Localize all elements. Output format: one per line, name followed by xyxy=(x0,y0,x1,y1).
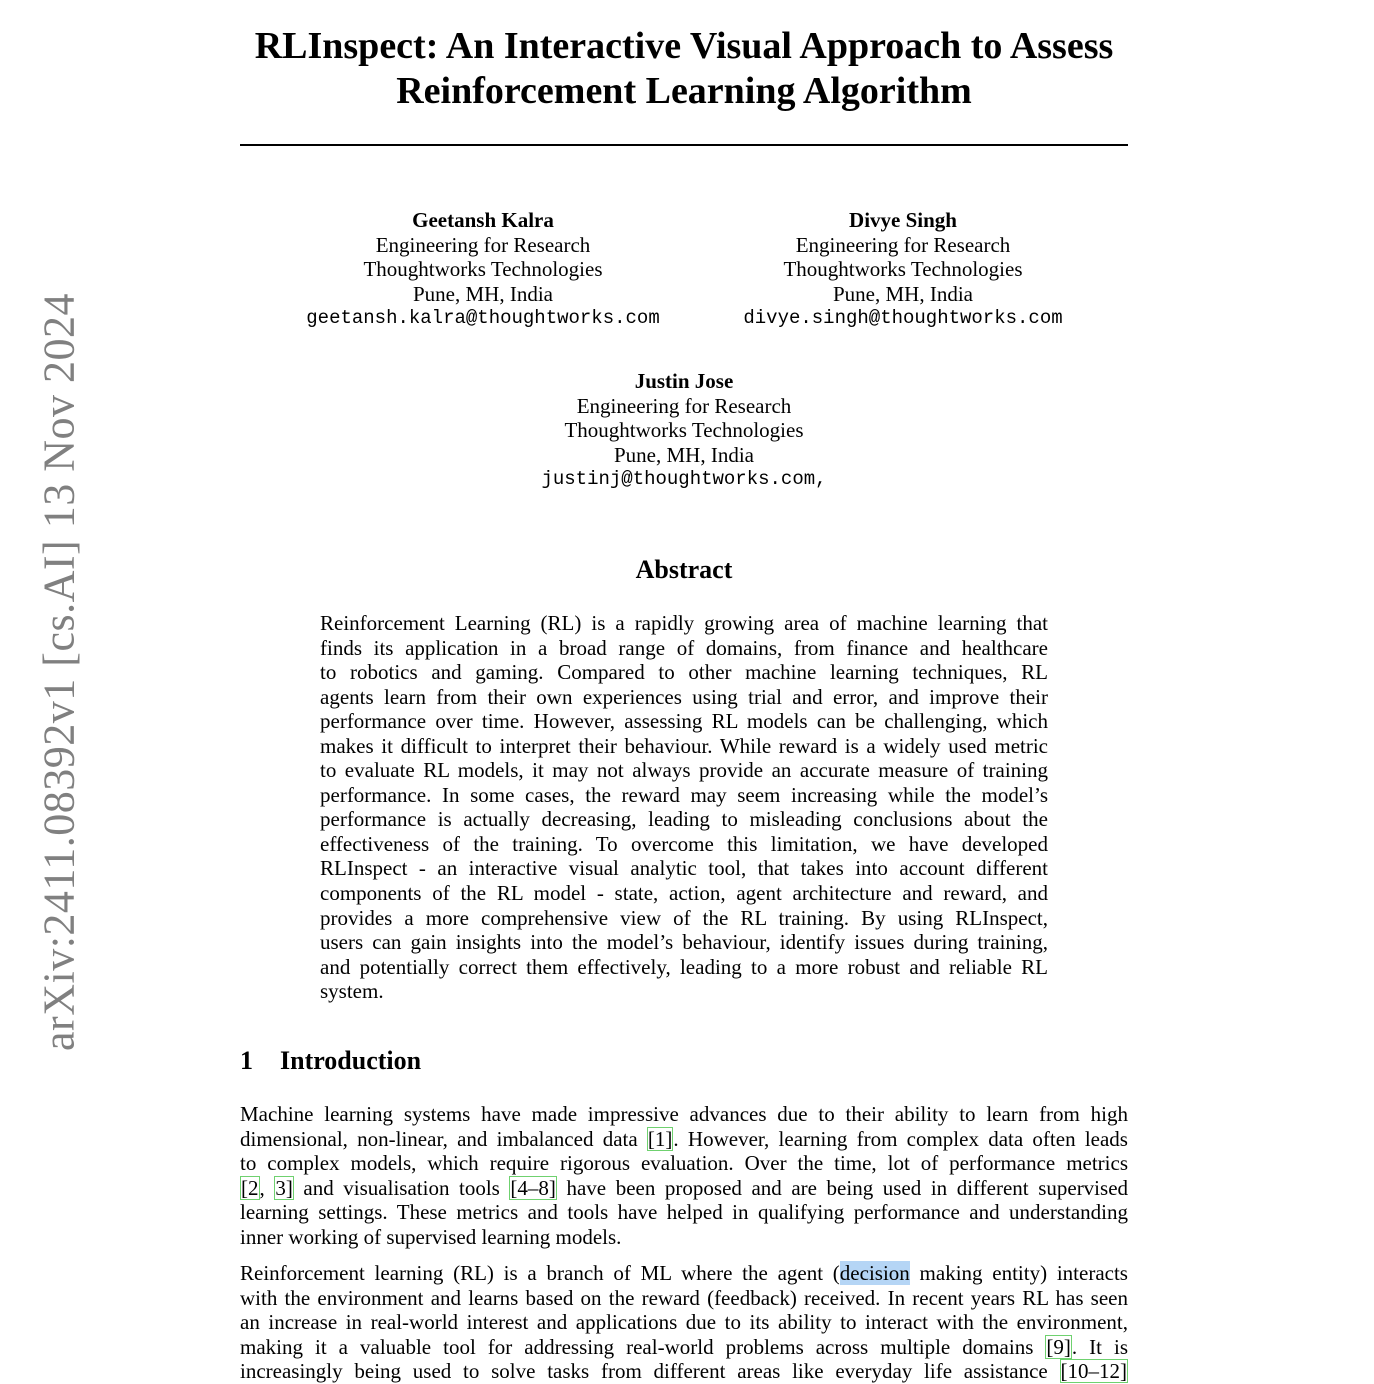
paragraph-line: an increase in real-world interest and applications due to its ability to interact with the environment, xyxy=(240,1310,1128,1335)
author-name: Divye Singh xyxy=(849,208,957,232)
abstract-line: finds its application in a broad range of domains, from finance and healthcare xyxy=(320,635,1048,660)
author-dept: Engineering for Research xyxy=(795,232,1011,257)
author-org: Thoughtworks Technologies xyxy=(783,257,1023,282)
author-name: Justin Jose xyxy=(634,369,734,393)
abstract-line: agents learn from their own experiences using trial and error, and improve their xyxy=(320,684,1048,709)
abstract-line: effectiveness of the training. To overcome this limitation, we have developed xyxy=(320,831,1048,856)
text-run: dimensional, non-linear, and imbalanced data xyxy=(240,1126,647,1151)
citation-link-1[interactable]: [1] xyxy=(647,1126,673,1151)
paragraph-line xyxy=(240,1176,1128,1201)
citation-link-3[interactable]: 3] xyxy=(275,1175,293,1200)
abstract-line: performance is actually decreasing, leading to misleading conclusions about the xyxy=(320,807,1048,832)
citation-link-10-12[interactable]: [10–12] xyxy=(1060,1359,1127,1384)
abstract-line: system. xyxy=(320,979,384,1004)
text-run: and visualisation tools xyxy=(293,1175,510,1200)
paragraph-line: Machine learning systems have made impressive advances due to their ability to learn from high xyxy=(240,1102,1128,1126)
paragraph-line: inner working of supervised learning models. xyxy=(240,1224,622,1249)
title-line-2: Reinforcement Learning Algorithm xyxy=(396,70,972,112)
author-email[interactable]: justinj@thoughtworks.com, xyxy=(541,468,827,491)
text-run: making it a valuable tool for addressing real-world problems across multiple domains xyxy=(240,1334,1046,1359)
abstract-line: users can gain insights into the model’s behaviour, identify issues during training, xyxy=(320,930,1048,955)
author-org: Thoughtworks Technologies xyxy=(363,257,603,282)
selected-text[interactable]: decision xyxy=(839,1261,910,1285)
section-number: 1 xyxy=(240,1046,253,1075)
author-location: Pune, MH, India xyxy=(413,281,553,306)
text-run: increasingly being used to solve tasks from different areas like everyday life assistance xyxy=(240,1359,1060,1384)
paragraph-line: to complex models, which require rigorous evaluation. Over the time, lot of performance metrics xyxy=(240,1151,1128,1176)
abstract-line: to robotics and gaming. Compared to other machine learning techniques, RL xyxy=(320,660,1048,685)
intro-paragraph-2 xyxy=(240,1261,1128,1384)
text-run: . However, learning from complex data often leads xyxy=(673,1126,1128,1151)
section-heading-introduction xyxy=(240,1045,421,1077)
text-run: . It is xyxy=(1071,1334,1129,1359)
text-run: have been proposed and are being used in different supervised xyxy=(556,1175,1129,1200)
abstract-line: and potentially correct them effectively, leading to a more robust and reliable RL xyxy=(320,954,1048,979)
abstract-line: to evaluate RL models, it may not always provide an accurate measure of training xyxy=(320,758,1048,783)
paragraph-line xyxy=(240,1335,1128,1360)
paragraph-line xyxy=(240,1127,1128,1152)
author-dept: Engineering for Research xyxy=(375,232,591,257)
author-name: Geetansh Kalra xyxy=(412,208,554,232)
abstract-heading: Abstract xyxy=(635,555,733,584)
title-divider xyxy=(240,144,1128,146)
author-dept: Engineering for Research xyxy=(576,393,792,418)
abstract-line: performance over time. However, assessing RL models can be challenging, which xyxy=(320,709,1048,734)
citation-link-4-8[interactable]: [4–8] xyxy=(510,1175,556,1200)
arxiv-identifier[interactable]: arXiv:2411.08392v1 [cs.AI] 13 Nov 2024 xyxy=(34,293,84,1051)
author-location: Pune, MH, India xyxy=(832,281,973,306)
author-org: Thoughtworks Technologies xyxy=(564,418,804,443)
abstract-line: makes it difficult to interpret their behaviour. While reward is a widely used metric xyxy=(320,733,1048,758)
abstract-body xyxy=(320,611,1048,1004)
author-block-3 xyxy=(541,369,826,492)
author-block-2 xyxy=(743,208,1062,331)
paragraph-line xyxy=(240,1261,1128,1286)
abstract-line: performance. In some cases, the reward may seem increasing while the model’s xyxy=(320,782,1048,807)
author-block-1 xyxy=(306,208,659,331)
title-line-1: RLInspect: An Interactive Visual Approach to Assess xyxy=(254,25,1114,67)
paragraph-line: with the environment and learns based on the reward (feedback) received. In recent years RL has seen xyxy=(240,1285,1128,1310)
author-email[interactable]: geetansh.kalra@thoughtworks.com xyxy=(306,307,660,330)
text-run: Reinforcement learning (RL) is a branch of ML where the agent ( xyxy=(240,1261,840,1285)
citation-link-9[interactable]: [9] xyxy=(1046,1334,1071,1359)
abstract-line: provides a more comprehensive view of the RL training. By using RLInspect, xyxy=(320,905,1048,930)
paragraph-line xyxy=(240,1359,1128,1384)
author-email[interactable]: divye.singh@thoughtworks.com xyxy=(743,307,1063,330)
abstract-line: Reinforcement Learning (RL) is a rapidly growing area of machine learning that xyxy=(320,611,1048,635)
text-run: , xyxy=(259,1175,275,1200)
author-location: Pune, MH, India xyxy=(613,442,754,467)
intro-paragraph-1 xyxy=(240,1102,1128,1249)
abstract-line: RLInspect - an interactive visual analytic tool, that takes into account different xyxy=(320,856,1048,881)
paragraph-line: learning settings. These metrics and tools have helped in qualifying performance and understanding xyxy=(240,1200,1128,1225)
paper-title xyxy=(240,24,1128,114)
text-run: making entity) interacts xyxy=(909,1261,1128,1285)
section-title: Introduction xyxy=(280,1046,422,1075)
abstract-line: components of the RL model - state, action, agent architecture and reward, and xyxy=(320,881,1048,906)
citation-link-2[interactable]: [2 xyxy=(241,1175,259,1200)
